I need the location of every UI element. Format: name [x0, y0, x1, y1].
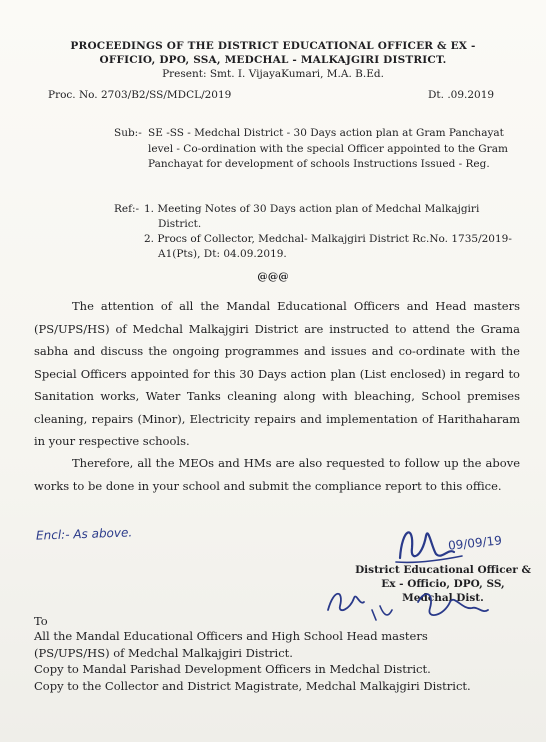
references-block: [114, 202, 519, 262]
recipients-block: [34, 628, 534, 694]
header-line-1: PROCEEDINGS OF THE DISTRICT EDUCATIONAL OFFICER & EX -: [70, 40, 476, 52]
reference-item-1: 1. Meeting Notes of 30 Days action plan of Medchal Malkajgiri District.: [144, 203, 480, 230]
signatory-line-1: District Educational Officer &: [355, 564, 531, 576]
proc-number: Proc. No. 2703/B2/SS/MDCL/2019: [48, 89, 232, 101]
signatory-line-2: Ex - Officio, DPO, SS,: [381, 578, 505, 590]
reference-item-2: 2. Procs of Collector, Medchal- Malkajgiri District Rc.No. 1735/2019-A1(Pts), Dt: 04.09.2019.: [144, 233, 512, 260]
recipient-line-4: Copy to the Collector and District Magistrate, Medchal Malkajgiri District.: [34, 678, 471, 693]
recipient-line-1: All the Mandal Educational Officers and High School Head masters: [34, 629, 428, 643]
body-paragraph-2: Therefore, all the MEOs and HMs are also requested to follow up the above works to be done in your school and submit the compliance report to this office.: [34, 456, 520, 493]
separator: @@@: [257, 271, 289, 283]
proc-date: Dt. .09.2019: [428, 89, 495, 101]
header-line-2: OFFICIO, DPO, SSA, MEDCHAL - MALKAJGIRI DISTRICT.: [99, 54, 447, 66]
signatory-line-3: Medchal Dist.: [402, 592, 484, 604]
present-officer: Present: Smt. I. VijayaKumari, M.A. B.Ed.: [162, 68, 384, 80]
subject-text: SE -SS - Medchal District - 30 Days action plan at Gram Panchayat level - Co-ordination with the special Officer appointed to the Gram Panchayat for development of schools Instructions Issued - Reg.: [148, 127, 508, 170]
enclosure-note: Encl:- As above.: [35, 525, 133, 543]
signature-date: 09/09/19: [447, 533, 503, 553]
to-label: To: [34, 614, 48, 628]
recipient-line-2: (PS/UPS/HS) of Medchal Malkajgiri District.: [34, 645, 293, 660]
subject-block: [114, 126, 519, 173]
subject-label: Sub:-: [114, 127, 142, 139]
recipient-line-3: Copy to Mandal Parishad Development Officers in Medchal District.: [34, 662, 431, 676]
initials-scribble-icon: [322, 580, 502, 626]
body-paragraph-1: The attention of all the Mandal Educational Officers and Head masters (PS/UPS/HS) of Medchal Malkajgiri District are instructed to attend the Grama sabha and discuss the ongoing programmes and issues and co-ordinate with the Special Officers appointed for this 30 Days action plan (List enclosed) in regard to Sanitation works, Water Tanks cleaning along with bleaching, School premises cleaning, repairs (Minor), Electricity repairs and implementation of Harithaharam in your respective schools.: [34, 299, 520, 448]
references-label: Ref:-: [114, 203, 140, 215]
